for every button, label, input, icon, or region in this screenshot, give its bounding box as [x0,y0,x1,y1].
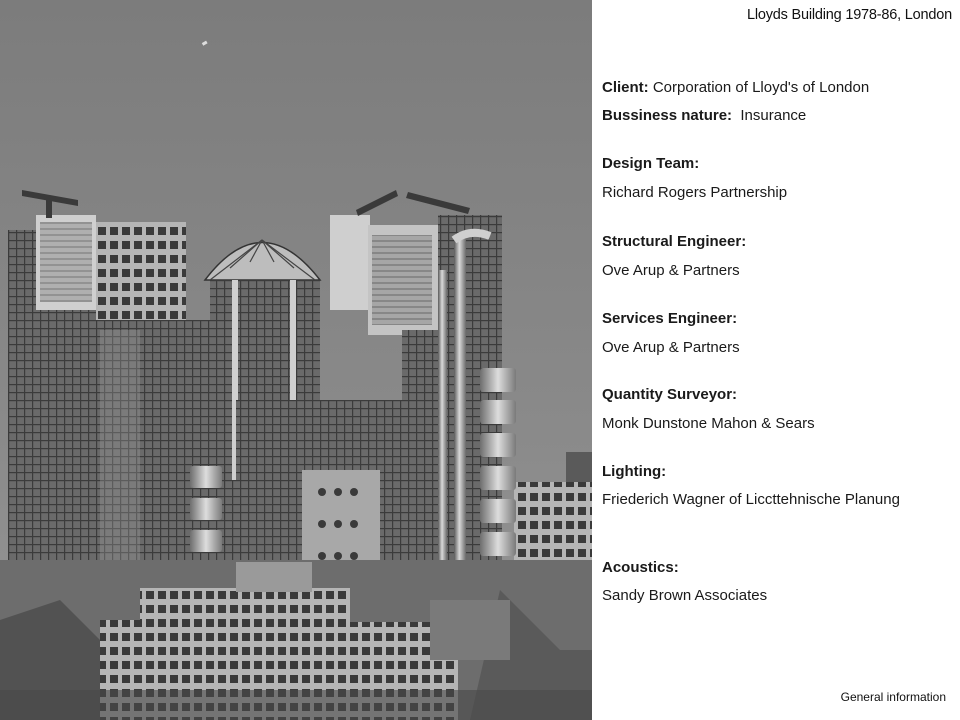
info-panel [592,0,960,720]
business-label: Bussiness nature: [602,107,733,124]
footer-caption: General information [840,690,946,704]
acoustics-value: Sandy Brown Associates [602,587,768,604]
lighting-value: Friederich Wagner of Liccttehnische Planung [602,491,900,508]
page-title: Lloyds Building 1978-86, London [746,7,952,23]
quantity-surveyor-value: Monk Dunstone Mahon & Sears [602,415,815,432]
structural-engineer-label: Structural Engineer: [602,233,747,250]
client-row [602,79,869,96]
design-team-value: Richard Rogers Partnership [602,184,788,201]
business-value: Insurance [740,107,807,124]
client-label: Client: [602,79,649,96]
quantity-surveyor-label: Quantity Surveyor: [602,386,738,403]
client-value: Corporation of Lloyd's of London [652,79,870,96]
services-engineer-label: Services Engineer: [602,310,738,327]
lighting-label: Lighting: [602,463,667,480]
acoustics-label: Acoustics: [602,559,679,576]
business-row [602,107,806,124]
services-engineer-value: Ove Arup & Partners [602,339,740,356]
structural-engineer-value: Ove Arup & Partners [602,262,740,279]
design-team-label: Design Team: [602,155,700,172]
